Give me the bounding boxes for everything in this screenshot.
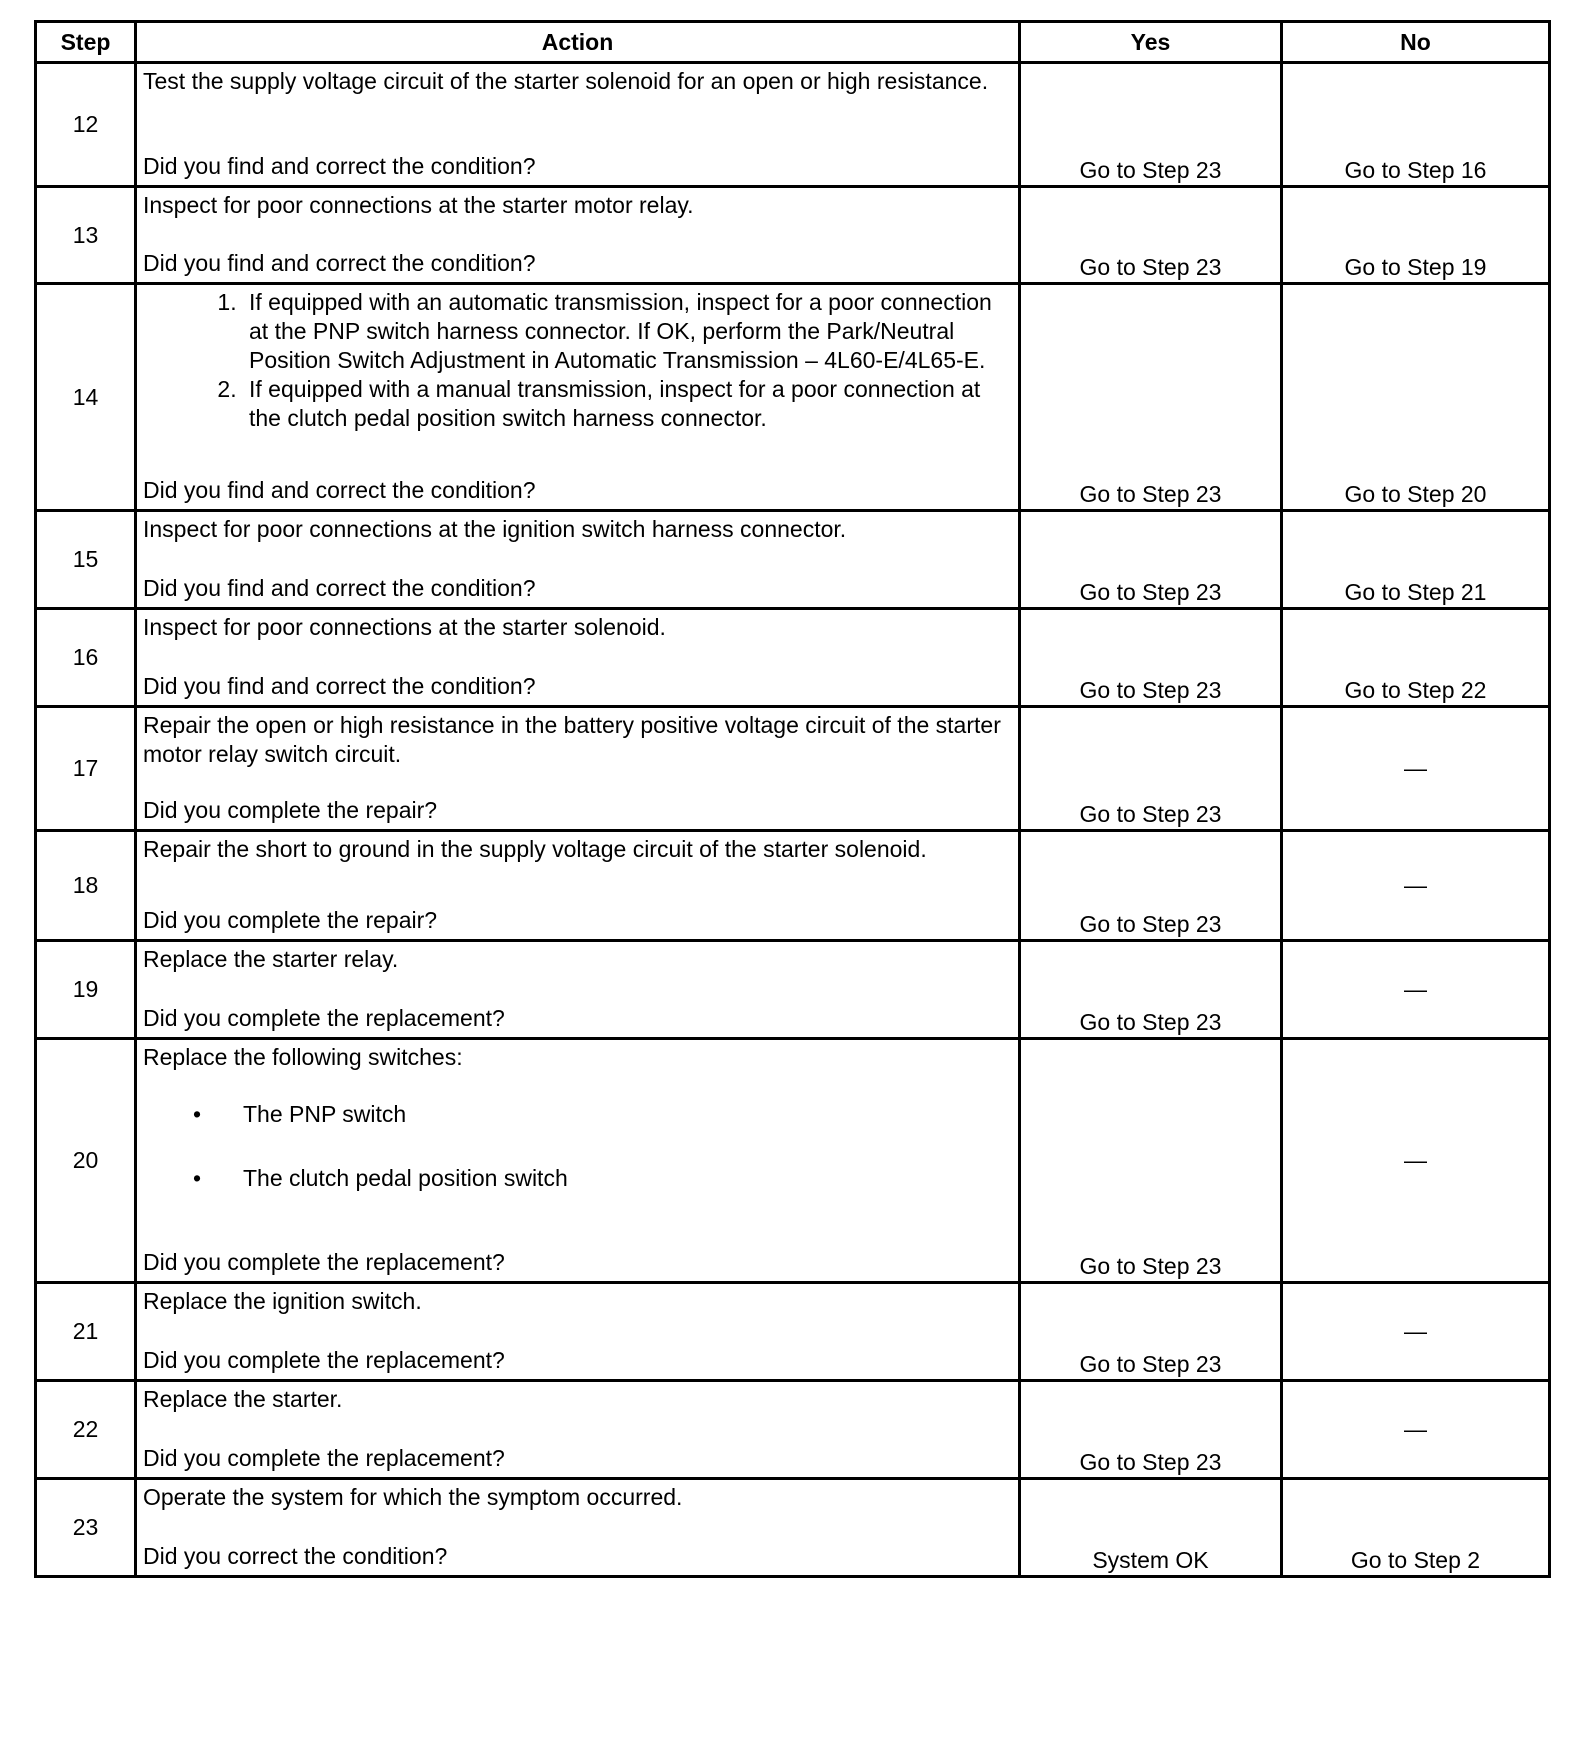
table-row-step-16 [36, 609, 1550, 707]
yes-result: System OK [1020, 1479, 1282, 1577]
action-text: Replace the starter. [143, 1386, 343, 1412]
header-no: No [1282, 22, 1550, 63]
step-number: 22 [36, 1381, 136, 1479]
table-row-step-20 [36, 1039, 1550, 1283]
no-result: Go to Step 16 [1282, 63, 1550, 187]
diagnostic-steps-table [34, 20, 1551, 1578]
step-number: 19 [36, 941, 136, 1039]
step-number: 23 [36, 1479, 136, 1577]
no-result: Go to Step 21 [1282, 511, 1550, 609]
table-row-step-15 [36, 511, 1550, 609]
action-text: Replace the following switches: [143, 1044, 463, 1070]
action-cell [136, 609, 1020, 707]
action-question: Did you complete the replacement? [143, 1445, 505, 1471]
step-number: 16 [36, 609, 136, 707]
yes-result: Go to Step 23 [1020, 707, 1282, 831]
header-action: Action [136, 22, 1020, 63]
bullet-glyph: • [193, 1165, 202, 1191]
yes-result: Go to Step 23 [1020, 1381, 1282, 1479]
table-row-step-13 [36, 187, 1550, 284]
header-row [36, 22, 1550, 63]
action-text: Test the supply voltage circuit of the starter solenoid for an open or high resistance. [143, 68, 989, 94]
yes-result: Go to Step 23 [1020, 1283, 1282, 1381]
action-text: Repair the open or high resistance in the battery positive voltage circuit of the starter motor relay switch circuit. [143, 712, 1001, 767]
table-row-step-14 [36, 284, 1550, 511]
action-cell [136, 511, 1020, 609]
yes-result: Go to Step 23 [1020, 1039, 1282, 1283]
no-result-dash: — [1282, 707, 1550, 831]
no-result-dash: — [1282, 1283, 1550, 1381]
instruction-item: 1. If equipped with an automatic transmission, inspect for a poor connection at the PNP switch harness connector. If OK, perform the Park/Neutral Position Switch Adjustment in Automatic Transmission – 4L60-E/4L65-E. [243, 288, 1014, 375]
action-cell [136, 941, 1020, 1039]
action-text: Inspect for poor connections at the starter motor relay. [143, 192, 694, 218]
no-result: Go to Step 22 [1282, 609, 1550, 707]
yes-result: Go to Step 23 [1020, 831, 1282, 941]
action-question: Did you complete the replacement? [143, 1347, 505, 1373]
no-result-dash: — [1282, 1381, 1550, 1479]
action-question: Did you find and correct the condition? [143, 477, 536, 503]
bullet-glyph: • [193, 1101, 202, 1127]
action-cell [136, 831, 1020, 941]
step-number: 20 [36, 1039, 136, 1283]
action-text: Operate the system for which the symptom occurred. [143, 1484, 683, 1510]
bullet-text: The clutch pedal position switch [243, 1165, 568, 1191]
yes-result: Go to Step 23 [1020, 284, 1282, 511]
no-result-dash: — [1282, 1039, 1550, 1283]
step-number: 15 [36, 511, 136, 609]
action-question: Did you complete the repair? [143, 797, 438, 823]
no-result-dash: — [1282, 941, 1550, 1039]
action-cell [136, 1039, 1020, 1283]
yes-result: Go to Step 23 [1020, 609, 1282, 707]
instruction-item: 2. If equipped with a manual transmission, inspect for a poor connection at the clutch pedal position switch harness connector. [243, 375, 1014, 433]
table-row-step-17 [36, 707, 1550, 831]
action-cell [136, 1479, 1020, 1577]
action-text: Repair the short to ground in the supply voltage circuit of the starter solenoid. [143, 836, 927, 862]
header-yes: Yes [1020, 22, 1282, 63]
action-question: Did you find and correct the condition? [143, 250, 536, 276]
numbered-instructions [143, 288, 1014, 433]
action-text: Inspect for poor connections at the starter solenoid. [143, 614, 666, 640]
action-cell [136, 707, 1020, 831]
step-number: 13 [36, 187, 136, 284]
action-question: Did you complete the repair? [143, 907, 438, 933]
action-text: Replace the ignition switch. [143, 1288, 422, 1314]
step-number: 14 [36, 284, 136, 511]
bullet-text: The PNP switch [243, 1101, 407, 1127]
table-row-step-12 [36, 63, 1550, 187]
action-question: Did you find and correct the condition? [143, 575, 536, 601]
action-cell [136, 187, 1020, 284]
action-cell [136, 63, 1020, 187]
step-number: 18 [36, 831, 136, 941]
table-row-step-23 [36, 1479, 1550, 1577]
header-step: Step [36, 22, 136, 63]
step-number: 12 [36, 63, 136, 187]
bullet-list [143, 1100, 1014, 1193]
yes-result: Go to Step 23 [1020, 187, 1282, 284]
action-question: Did you find and correct the condition? [143, 153, 536, 179]
no-result-dash: — [1282, 831, 1550, 941]
no-result: Go to Step 19 [1282, 187, 1550, 284]
bullet-item [193, 1164, 1014, 1193]
no-result: Go to Step 2 [1282, 1479, 1550, 1577]
step-number: 21 [36, 1283, 136, 1381]
yes-result: Go to Step 23 [1020, 63, 1282, 187]
action-cell [136, 284, 1020, 511]
no-result: Go to Step 20 [1282, 284, 1550, 511]
table-row-step-19 [36, 941, 1550, 1039]
action-text: Replace the starter relay. [143, 946, 399, 972]
action-question: Did you complete the replacement? [143, 1249, 505, 1275]
step-number: 17 [36, 707, 136, 831]
bullet-item [193, 1100, 1014, 1129]
yes-result: Go to Step 23 [1020, 511, 1282, 609]
action-question: Did you correct the condition? [143, 1543, 448, 1569]
action-question: Did you find and correct the condition? [143, 673, 536, 699]
action-question: Did you complete the replacement? [143, 1005, 505, 1031]
action-cell [136, 1381, 1020, 1479]
table-row-step-22 [36, 1381, 1550, 1479]
action-text: Inspect for poor connections at the ignition switch harness connector. [143, 516, 847, 542]
table-row-step-18 [36, 831, 1550, 941]
yes-result: Go to Step 23 [1020, 941, 1282, 1039]
table-row-step-21 [36, 1283, 1550, 1381]
action-cell [136, 1283, 1020, 1381]
